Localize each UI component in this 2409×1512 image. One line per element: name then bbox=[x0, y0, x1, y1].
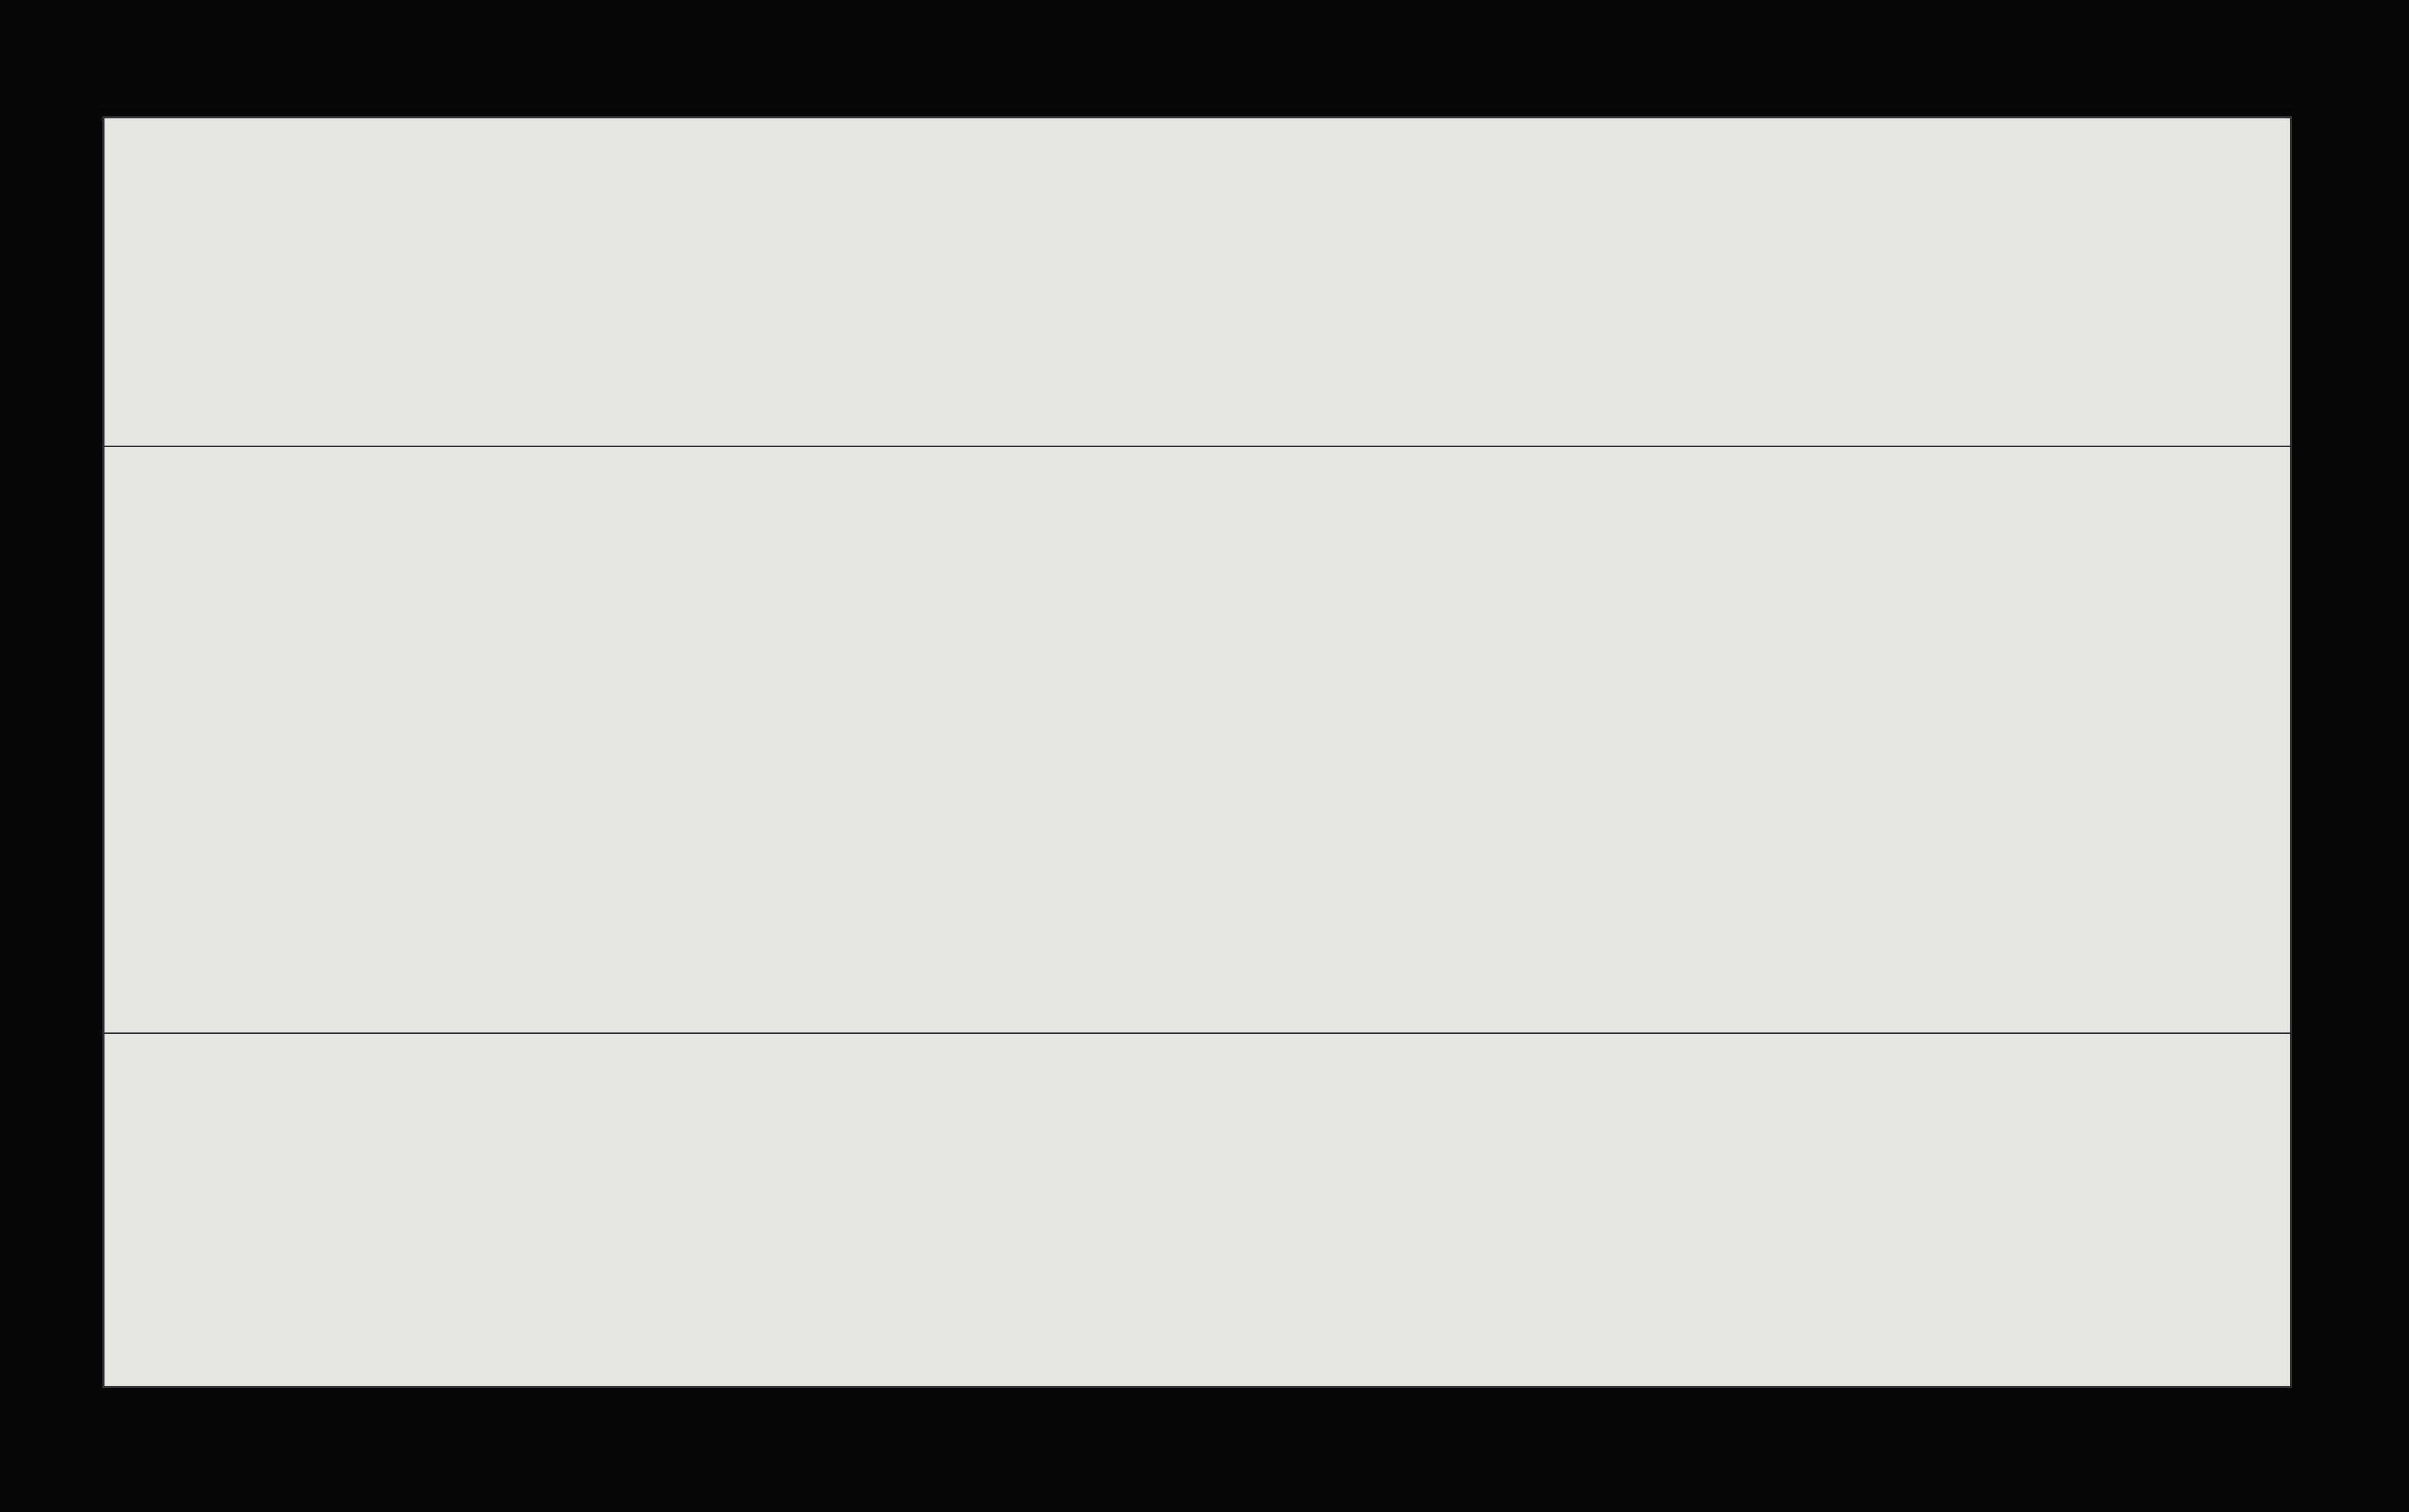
middle-section bbox=[104, 446, 2291, 1033]
bottom-section bbox=[104, 1033, 2291, 1387]
top-section bbox=[104, 118, 2291, 446]
census-card bbox=[102, 116, 2292, 1388]
